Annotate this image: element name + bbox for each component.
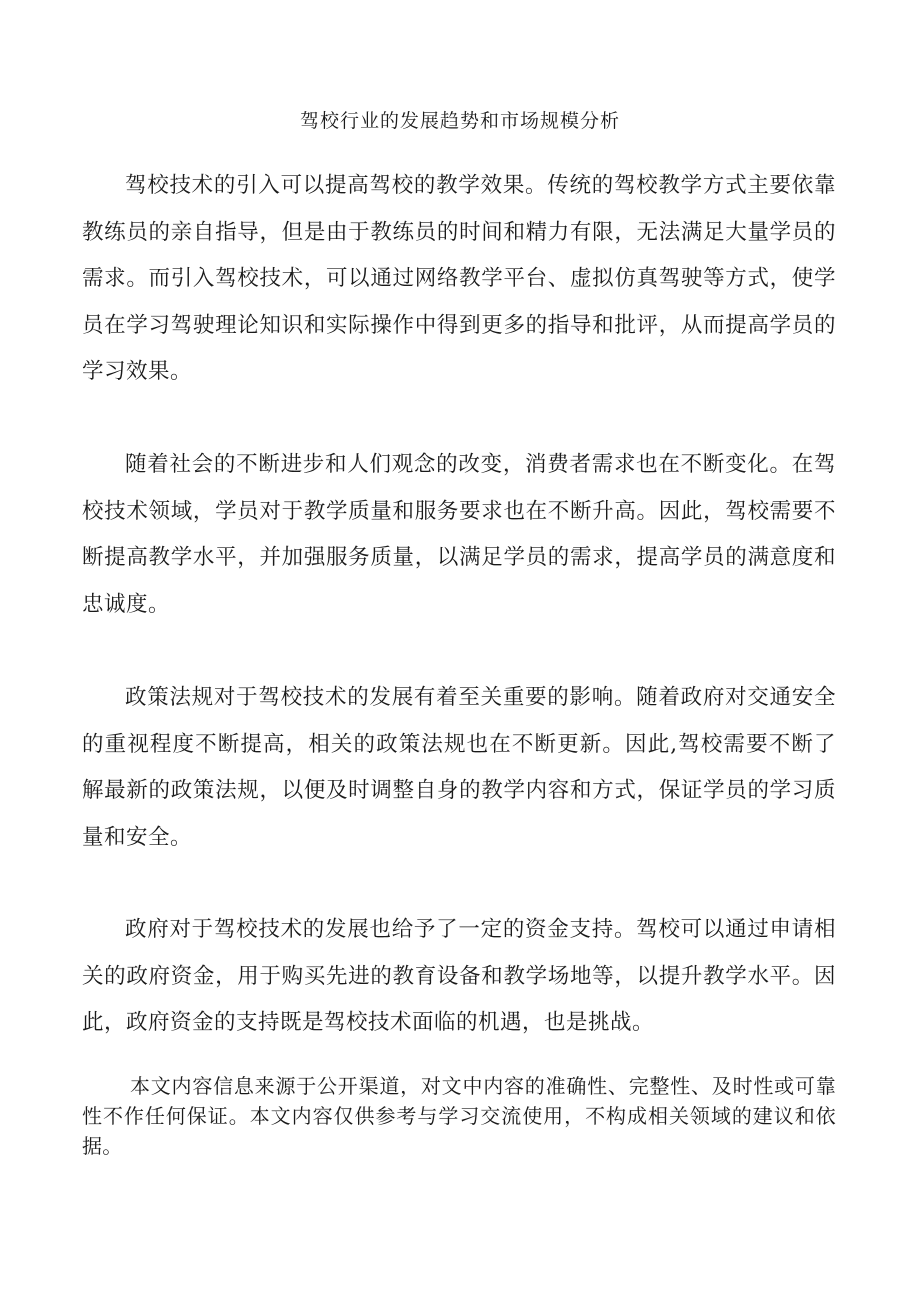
paragraph-government-funding: 政府对于驾校技术的发展也给予了一定的资金支持。驾校可以通过申请相关的政府资金，用于购买先进的教育设备和教学场地等，以提升教学水平。因此，政府资金的支持既是驾校技术面临的机遇，也是挑战。: [82, 917, 836, 1035]
paragraph-policy-regulation: 政策法规对于驾校技术的发展有着至关重要的影响。随着政府对交通安全的重视程度不断提高，相关的政策法规也在不断更新。因此,驾校需要不断了解最新的政策法规，以便及时调整自身的教学内容和方式，保证学员的学习质量和安全。: [82, 685, 836, 850]
document-title: 驾校行业的发展趋势和市场规模分析: [299, 110, 620, 132]
disclaimer-text: 本文内容信息来源于公开渠道，对文中内容的准确性、完整性、及时性或可靠性不作任何保证。本文内容仅供参考与学习交流使用，不构成相关领域的建议和依据。: [82, 1074, 836, 1158]
paragraph-teaching-effect: 驾校技术的引入可以提高驾校的教学效果。传统的驾校教学方式主要依靠教练员的亲自指导，但是由于教练员的时间和精力有限，无法满足大量学员的需求。而引入驾校技术，可以通过网络教学平台、虚拟仿真驾驶等方式，使学员在学习驾驶理论知识和实际操作中得到更多的指导和批评，从而提高学员的学习效果。: [82, 173, 836, 384]
paragraph-consumer-demand: 随着社会的不断进步和人们观念的改变，消费者需求也在不断变化。在驾校技术领域，学员对于教学质量和服务要求也在不断升高。因此，驾校需要不断提高教学水平，并加强服务质量，以满足学员的需求，提高学员的满意度和忠诚度。: [82, 452, 836, 617]
